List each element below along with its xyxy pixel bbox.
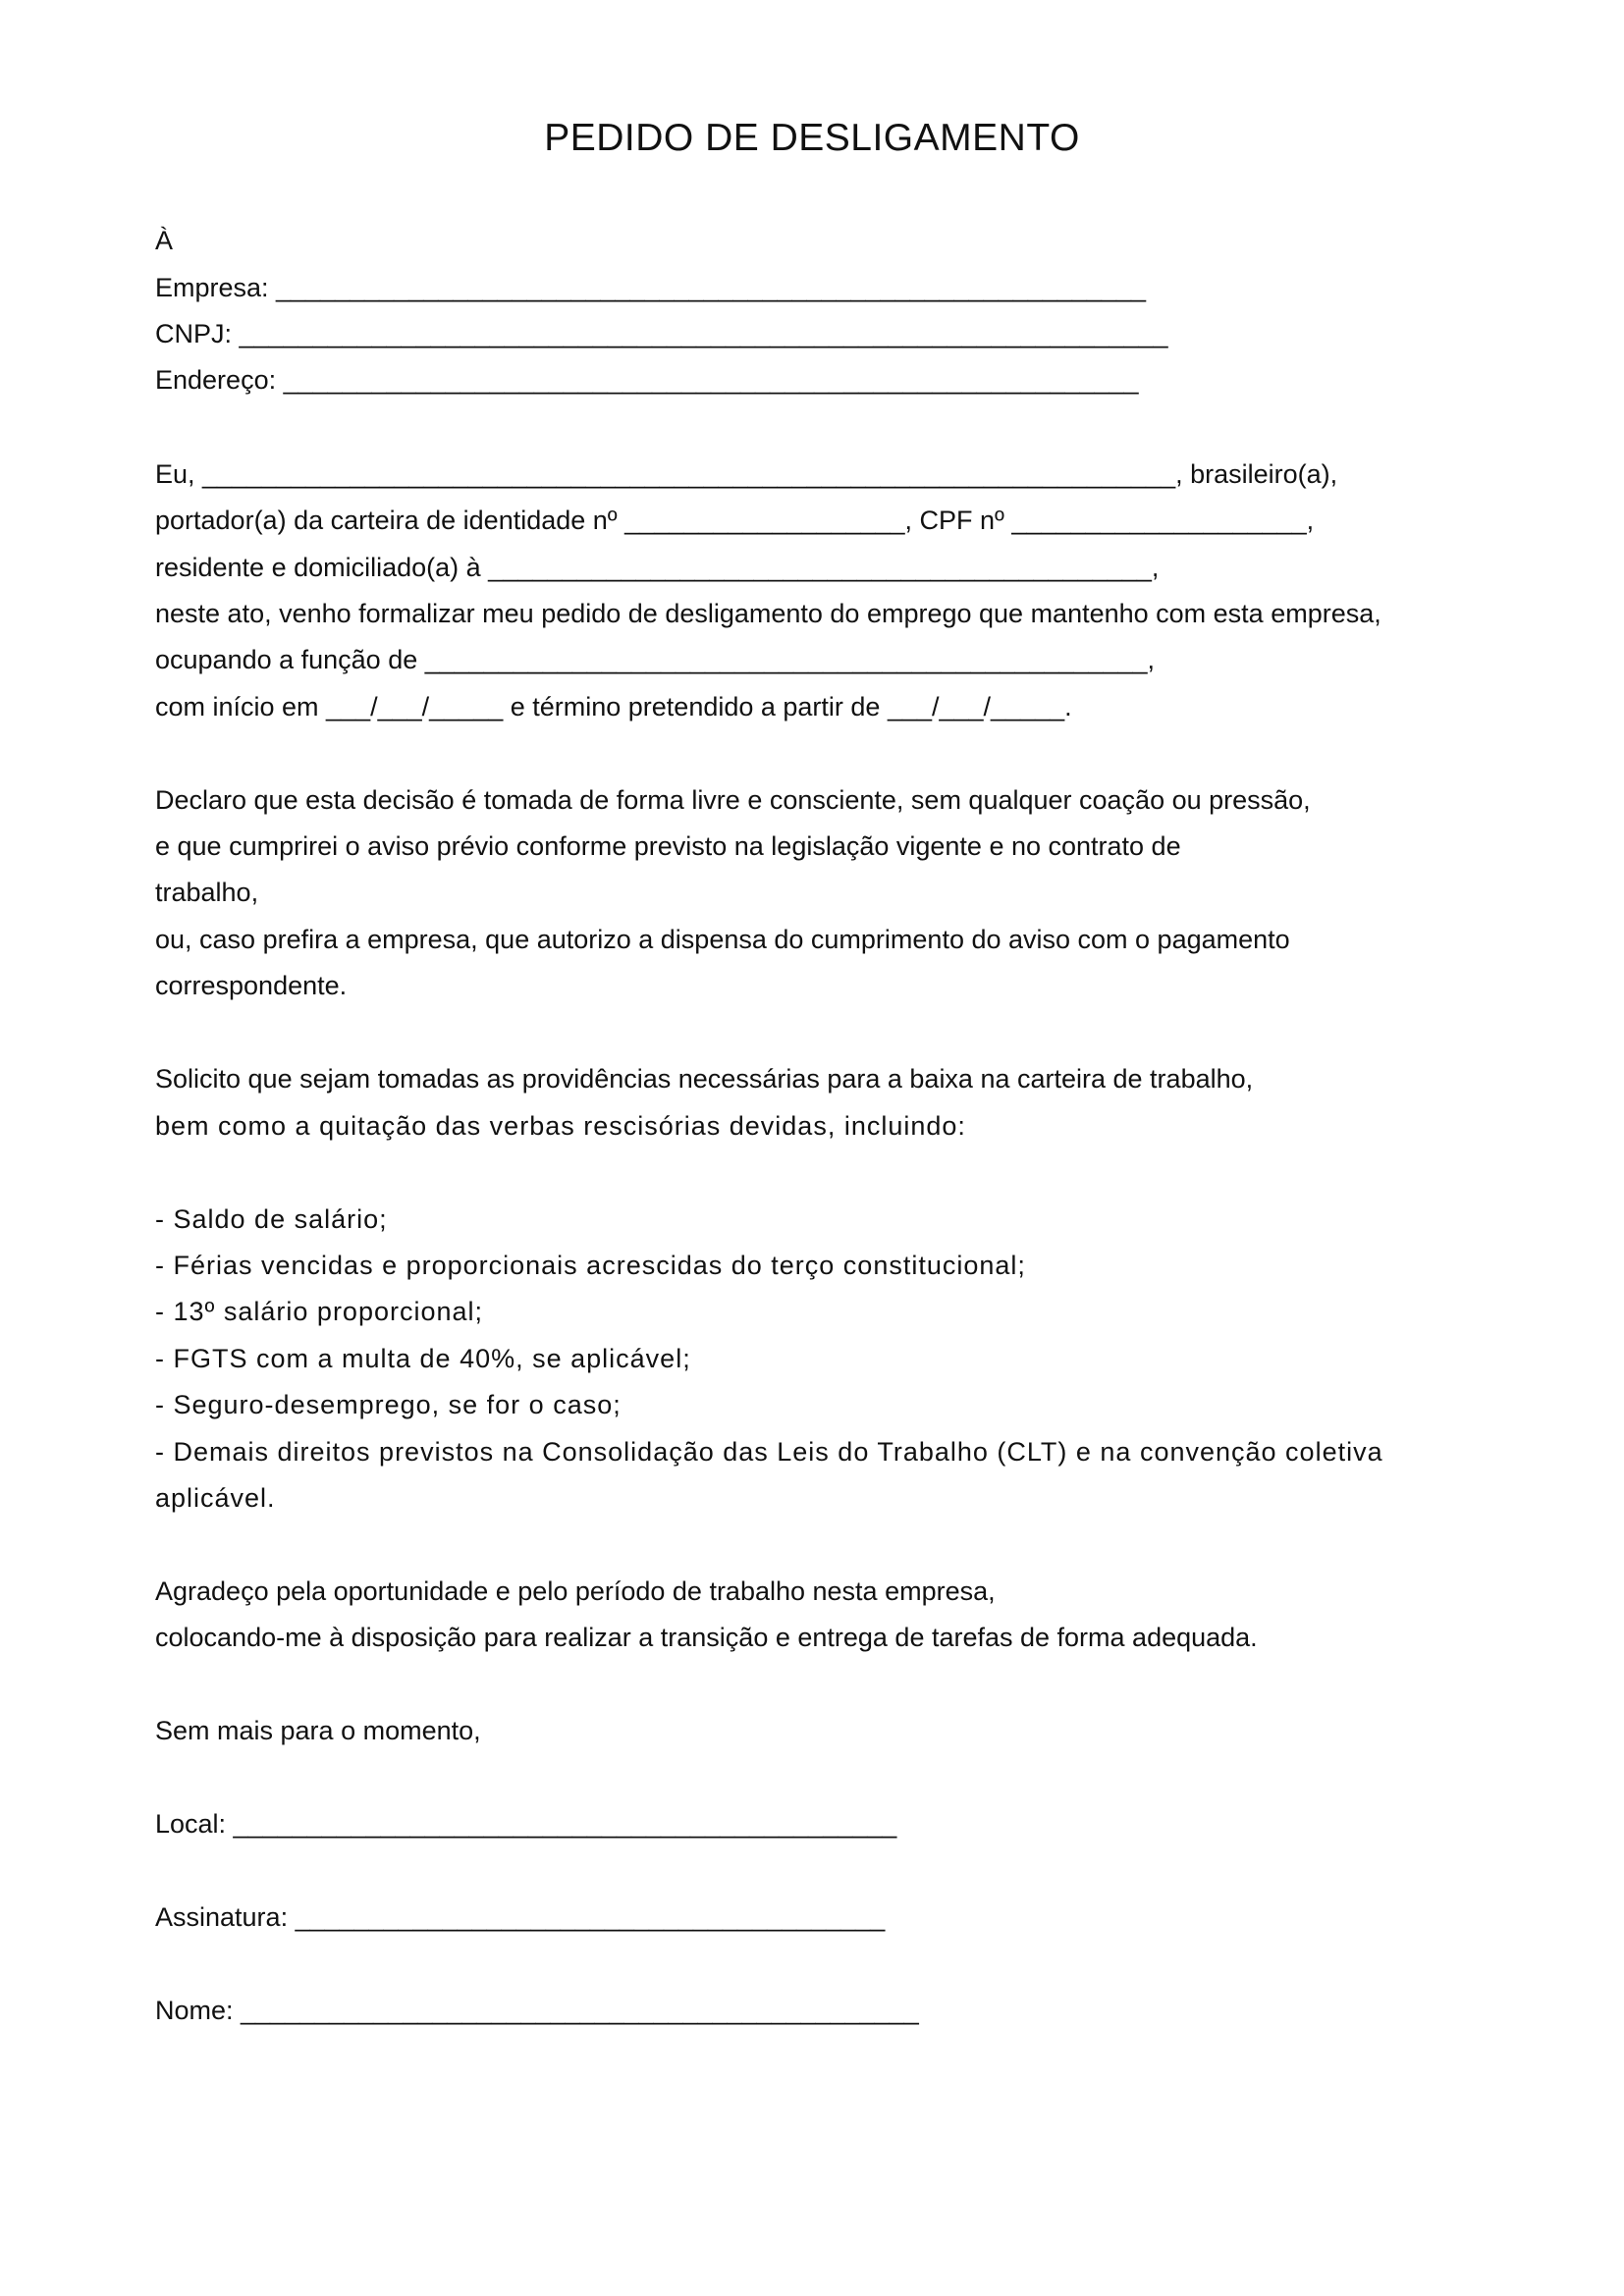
declaration-line-6: com início em ___/___/_____ e término pretendido a partir de ___/___/_____.	[155, 692, 1072, 721]
cnpj-field: CNPJ: _______________________________________________________________	[155, 319, 1168, 348]
decision-line-3: trabalho,	[155, 878, 259, 907]
declaration-line-1: Eu, __________________________________________________________________, brasileiro(a),	[155, 459, 1338, 489]
declaration-line-5: ocupando a função de _________________________________________________,	[155, 645, 1156, 674]
request-line-2: bem como a quitação das verbas rescisórias devidas, incluindo:	[155, 1111, 966, 1141]
assinatura-field: Assinatura: ________________________________________	[155, 1902, 886, 1932]
empresa-field: Empresa: ___________________________________________________________	[155, 273, 1146, 302]
request-line-1: Solicito que sejam tomadas as providências necessárias para a baixa na carteira de trabalho,	[155, 1064, 1254, 1094]
thanks-line-1: Agradeço pela oportunidade e pelo período de trabalho nesta empresa,	[155, 1576, 996, 1606]
list-item: - Seguro-desemprego, se for o caso;	[155, 1390, 622, 1419]
declaration-line-2: portador(a) da carteira de identidade nº ___________________, CPF nº ____________________,	[155, 506, 1315, 535]
endereco-field: Endereço: __________________________________________________________	[155, 365, 1139, 395]
decision-line-2: e que cumprirei o aviso prévio conforme previsto na legislação vigente e no contrato de	[155, 831, 1181, 861]
list-item: - Saldo de salário;	[155, 1204, 388, 1234]
list-item: - Férias vencidas e proporcionais acrescidas do terço constitucional;	[155, 1251, 1026, 1280]
list-item: - Demais direitos previstos na Consolidação das Leis do Trabalho (CLT) e na convenção coletiva	[155, 1437, 1383, 1467]
list-item: - FGTS com a multa de 40%, se aplicável;	[155, 1344, 691, 1373]
local-field: Local: _____________________________________________	[155, 1809, 897, 1839]
declaration-line-3: residente e domiciliado(a) à _____________________________________________,	[155, 553, 1160, 582]
decision-line-5: correspondente.	[155, 971, 348, 1000]
thanks-line-2: colocando-me à disposição para realizar a transição e entrega de tarefas de forma adequada.	[155, 1623, 1258, 1652]
document-title: PEDIDO DE DESLIGAMENTO	[544, 117, 1080, 159]
list-item: - 13º salário proporcional;	[155, 1297, 484, 1326]
decision-line-4: ou, caso prefira a empresa, que autorizo a dispensa do cumprimento do aviso com o pagamento	[155, 925, 1290, 954]
decision-line-1: Declaro que esta decisão é tomada de forma livre e consciente, sem qualquer coação ou pressão,	[155, 785, 1311, 815]
declaration-line-4: neste ato, venho formalizar meu pedido de desligamento do emprego que mantenho com esta empresa,	[155, 599, 1381, 628]
closing-text: Sem mais para o momento,	[155, 1716, 481, 1745]
recipient-to: À	[155, 226, 174, 255]
nome-field: Nome: ______________________________________________	[155, 1996, 919, 2025]
list-item: aplicável.	[155, 1483, 276, 1513]
